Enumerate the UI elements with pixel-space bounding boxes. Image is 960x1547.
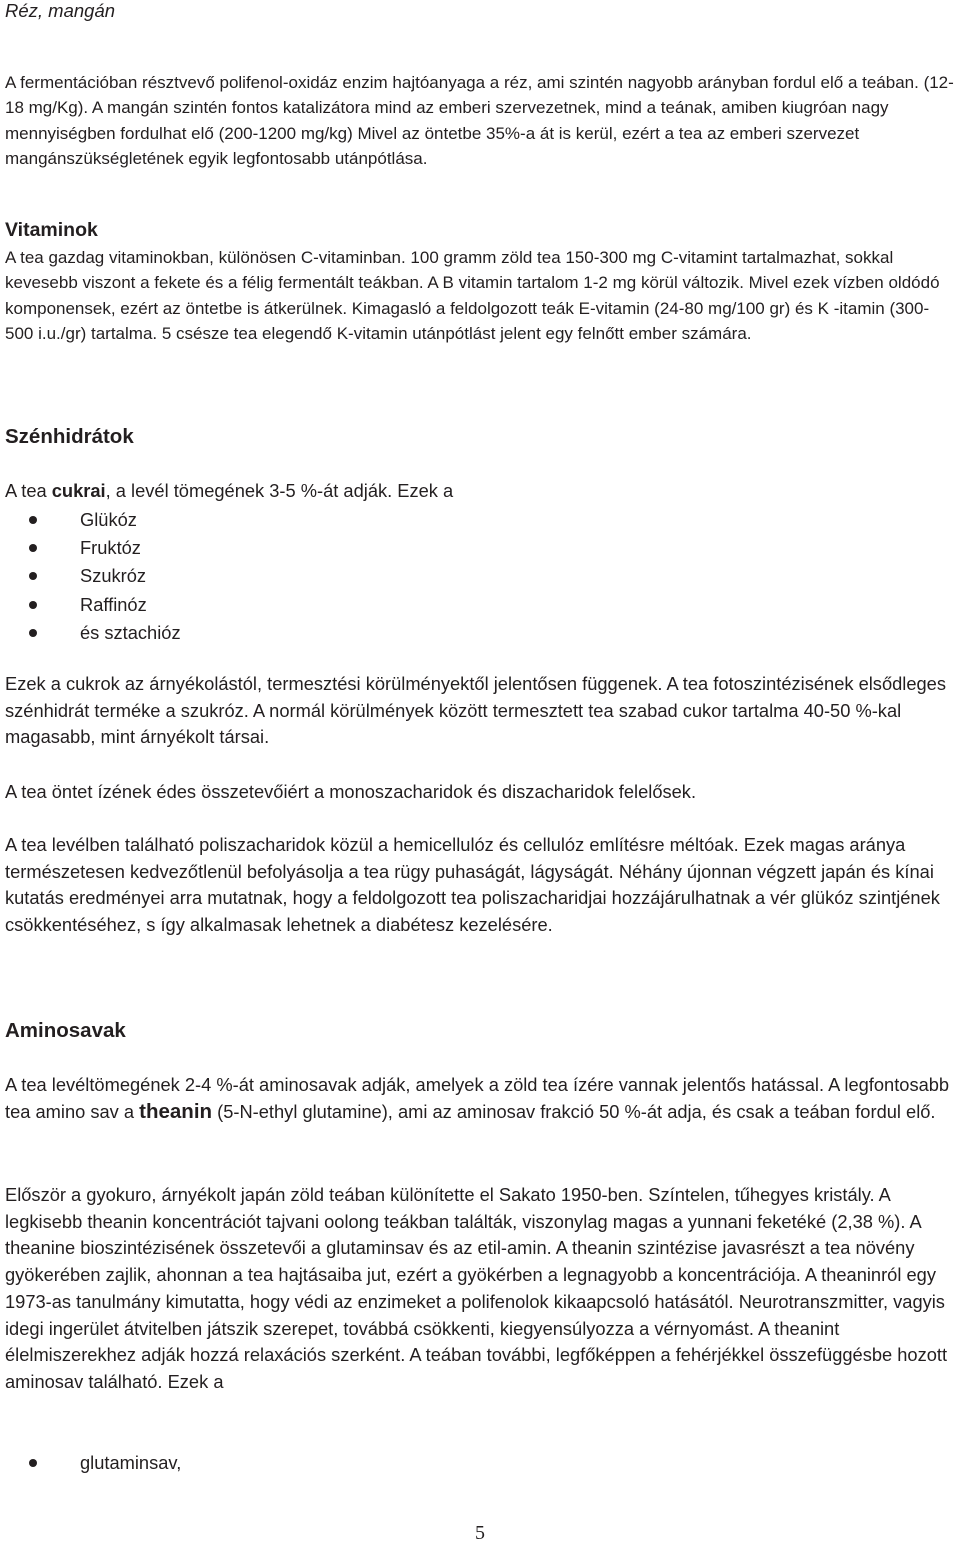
list-item: Szukróz bbox=[5, 562, 957, 590]
paragraph-szenhidrat-1: Ezek a cukrok az árnyékolástól, termesztési körülményektől jelentősen függenek. A tea fotoszintézisének elsődleges szénhidrát terméke a szukróz. A normál körülmények között termesztett tea szabad cukor tartalma 40-50 %-kal magasabb, mint árnyékolt társai. bbox=[5, 673, 946, 748]
bullet-icon bbox=[29, 601, 37, 609]
sugar-intro-bold: cukrai bbox=[51, 480, 106, 501]
bullet-icon bbox=[29, 629, 37, 637]
paragraph-vitaminok: A tea gazdag vitaminokban, különösen C-vitaminban. 100 gramm zöld tea 150-300 mg C-vitamint tartalmazhat, sokkal kevesebb viszont a fekete és a félig fermentált teákban. A B vitamin tartalom 1-2 mg körül változik. Mivel ezek vízben oldódó komponensek, ezért az öntetbe is átkerülnek. Kimagasló a feldolgozott teák E-vitamin (24-80 mg/100 gr) és K -itamin (300-500 i.u./gr) tartalma. 5 csésze tea elegendő K-vitamin utánpótlást jelent egy felnőtt ember számára. bbox=[5, 248, 940, 344]
heading-aminosavak: Aminosavak bbox=[5, 1019, 126, 1042]
bullet-icon bbox=[29, 544, 37, 552]
page-number: 5 bbox=[475, 1522, 485, 1544]
sugar-intro-text: A tea bbox=[5, 480, 52, 501]
list-item: Fruktóz bbox=[5, 534, 957, 562]
heading-szenhidratok: Szénhidrátok bbox=[5, 425, 134, 448]
paragraph-rez-mangan: A fermentációban résztvevő polifenol-oxidáz enzim hajtóanyaga a réz, ami szintén nagyobb arányban fordul elő a teában. (12-18 mg/Kg). A mangán szintén fontos katalizátora mind az emberi szervezetnek, mind a teának, amiben kiugróan nagy mennyiségben fordulhat elő (200-1200 mg/kg) Mivel az öntetbe 35%-a át is kerül, ezért a tea az emberi szervezet mangánszükségletének egyik legfontosabb utánpótlása. bbox=[5, 73, 954, 169]
sugar-intro-text-end: , a levél tömegének 3-5 %-át adják. Ezek a bbox=[105, 480, 454, 501]
section-title-rez-mangan: Réz, mangán bbox=[5, 0, 116, 21]
paragraph-szenhidrat-2: A tea öntet ízének édes összetevőiért a monoszacharidok és diszacharidok felelősek. bbox=[5, 781, 697, 802]
paragraph-szenhidrat-3: A tea levélben található poliszacharidok közül a hemicellulóz és cellulóz említésre méltóak. Ezek magas aránya természetesen kedvezőtlenül befolyásolja a tea rügy puhaságát, lágyságát. Néhány újonnan végzett japán és kínai kutatás eredményei arra mutatnak, hogy a feldolgozott tea poliszacharidjai hozzájárulhatnak a vér glükóz szintjének csökkentéséhez, s így alkalmasak lehetnek a diabétesz kezelésére. bbox=[5, 834, 940, 936]
aminoacid-list bbox=[5, 1449, 957, 1477]
bullet-icon bbox=[29, 1459, 37, 1467]
paragraph-aminosavak-2: Először a gyokuro, árnyékolt japán zöld teában különítette el Sakato 1950-ben. Színtelen, tűhegyes kristály. A legkisebb theanin koncentrációt tajvani oolong teákban találták, viszonylag magas a yunnani feketéké (2,38 %). A theanine bioszintézisének összetevői a glutaminsav és az etil-amin. A theanin szintézise javasrészt a tea növény gyökerében zajlik, ahonnan a tea hajtásaiba jut, ezért a gyökérben a legnagyobb a koncentrációja. A theaninról egy 1973-as tanulmány kimutatta, hogy védi az enzimeket a polifenolok kikaapcsoló hatásától. Neurotranszmitter, vagyis idegi ingerület átvitelben játszik szerepet, továbbá csökkenti, kiegyensúlyozza a vérnyomást. A theanint élelmiszerekhez adják hozzá relaxációs szerként. A teában további, legfőképpen a fehérjékkel összefüggésbe hozott aminosav található. Ezek a bbox=[5, 1184, 948, 1392]
bullet-icon bbox=[29, 516, 37, 524]
list-item: és sztachióz bbox=[5, 619, 957, 647]
paragraph-sugar-intro bbox=[5, 478, 957, 505]
list-item: Raffinóz bbox=[5, 591, 957, 619]
sugar-list bbox=[5, 506, 957, 647]
heading-vitaminok: Vitaminok bbox=[5, 219, 98, 241]
paragraph-aminosavak-1: A tea levéltömegének 2-4 %-át aminosavak adják, amelyek a zöld tea ízére vannak jelentős hatással. A legfontosabb tea amino sav a theanin (5-N-ethyl glutamine), ami az aminosav frakció 50 %-át adja, és csak a teában fordul elő. bbox=[5, 1074, 950, 1123]
bullet-icon bbox=[29, 572, 37, 580]
theanin-bold: theanin bbox=[139, 1099, 213, 1123]
list-item: Glükóz bbox=[5, 506, 957, 534]
list-item: glutaminsav, bbox=[5, 1449, 957, 1477]
